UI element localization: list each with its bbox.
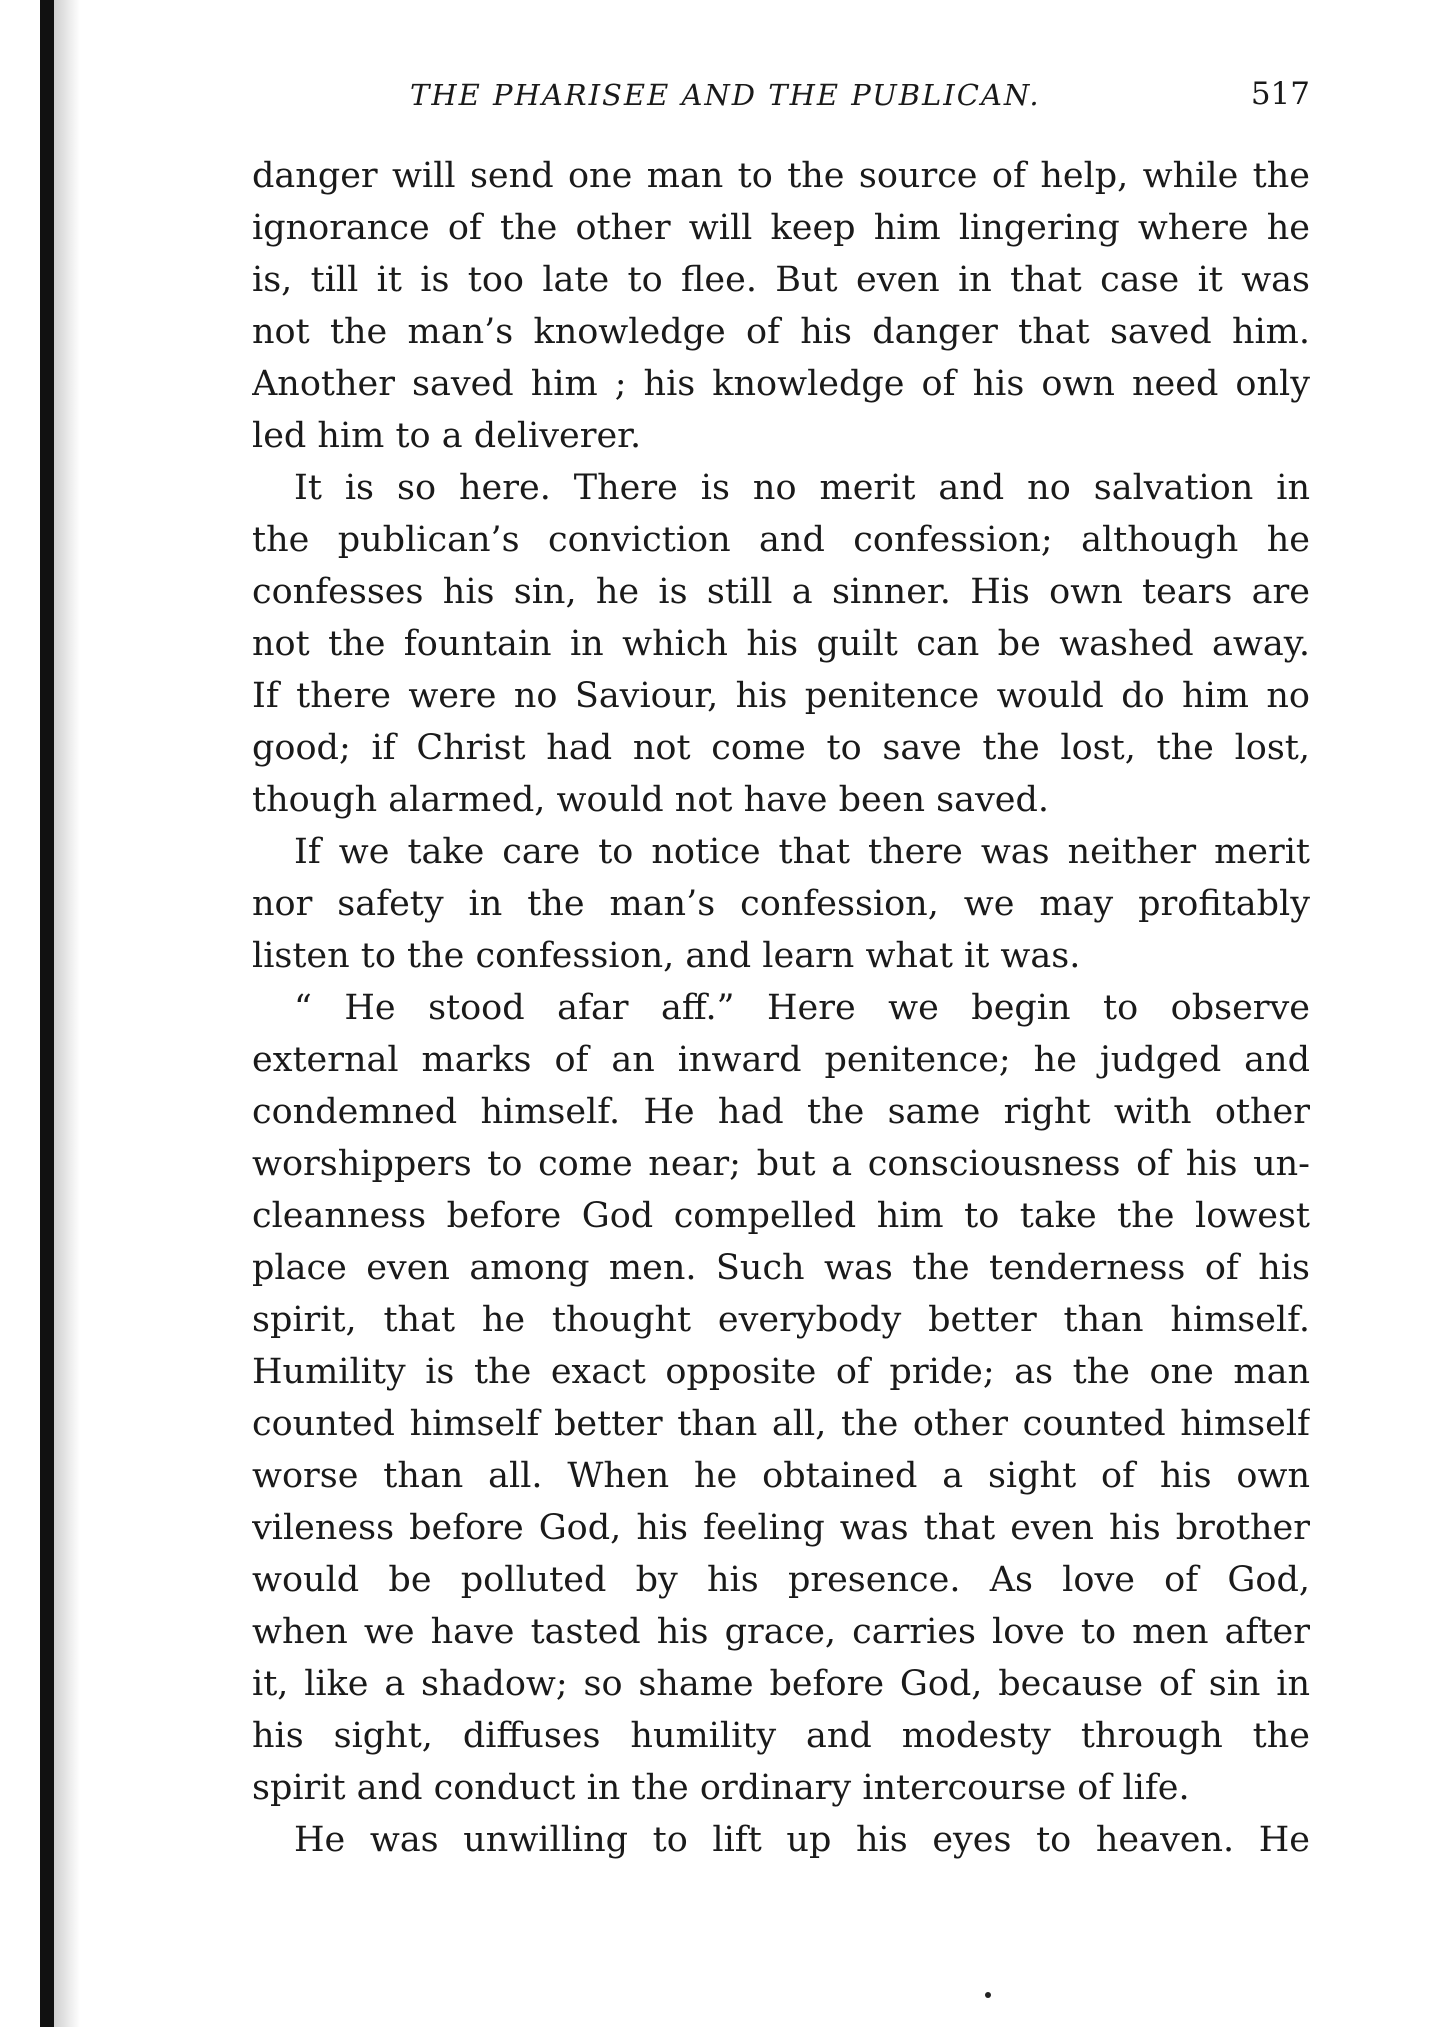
text-line: confesses his sin, he is still a sinner. His own tears are [252, 572, 1310, 612]
text-line: external marks of an inward penitence; he judged and [252, 1040, 1310, 1080]
text-line: the publican’s conviction and confession; although he [252, 520, 1310, 560]
page-header [250, 70, 1310, 130]
body-text [252, 150, 1310, 1910]
binding-edge [40, 0, 54, 2027]
text-line: spirit and conduct in the ordinary intercourse of life. [252, 1768, 1190, 1808]
text-line: He was unwilling to lift up his eyes to heaven. He [294, 1820, 1310, 1860]
text-line: though alarmed, would not have been saved. [252, 780, 1049, 820]
text-line: spirit, that he thought everybody better than himself. [252, 1300, 1310, 1340]
text-line: It is so here. There is no merit and no salvation in [294, 468, 1310, 508]
text-line: If there were no Saviour, his penitence would do him no [252, 676, 1310, 716]
text-line: vileness before God, his feeling was that even his brother [252, 1508, 1310, 1548]
text-line: If we take care to notice that there was neither merit [294, 832, 1310, 872]
text-line: worse than all. When he obtained a sight of his own [252, 1456, 1310, 1496]
text-line: listen to the confession, and learn what it was. [252, 936, 1081, 976]
text-line: worshippers to come near; but a consciousness of his un- [252, 1144, 1310, 1184]
paragraph [252, 826, 1310, 982]
paragraph [252, 462, 1310, 826]
text-line: Another saved him ; his knowledge of his own need only [252, 364, 1310, 404]
text-line: cleanness before God compelled him to take the lowest [252, 1196, 1310, 1236]
text-line: his sight, diffuses humility and modesty through the [252, 1716, 1310, 1756]
page-number: 517 [1250, 76, 1310, 112]
text-line: is, till it is too late to flee. But even in that case it was [252, 260, 1310, 300]
binding-shadow [54, 0, 80, 2027]
text-line: not the man’s knowledge of his danger that saved him. [252, 312, 1310, 352]
text-line: not the fountain in which his guilt can be washed away. [252, 624, 1310, 664]
print-speck [985, 1992, 991, 1998]
text-line: place even among men. Such was the tenderness of his [252, 1248, 1310, 1288]
text-line: nor safety in the man’s confession, we may profitably [252, 884, 1310, 924]
text-line: when we have tasted his grace, carries love to men after [252, 1612, 1310, 1652]
text-line: led him to a deliverer. [252, 416, 642, 456]
paragraph [252, 1814, 1310, 1866]
running-title: THE PHARISEE AND THE PUBLICAN. [410, 78, 1041, 112]
text-line: good; if Christ had not come to save the lost, the lost, [252, 728, 1310, 768]
text-line: it, like a shadow; so shame before God, because of sin in [252, 1664, 1310, 1704]
text-line: danger will send one man to the source of help, while the [252, 156, 1310, 196]
paragraph [252, 150, 1310, 462]
text-line: Humility is the exact opposite of pride; as the one man [252, 1352, 1310, 1392]
text-line: “ He stood afar aff.” Here we begin to observe [294, 988, 1310, 1028]
text-line: counted himself better than all, the other counted himself [252, 1404, 1310, 1444]
paragraph [252, 982, 1310, 1814]
text-line: ignorance of the other will keep him lingering where he [252, 208, 1310, 248]
text-line: condemned himself. He had the same right with other [252, 1092, 1310, 1132]
text-line: would be polluted by his presence. As love of God, [252, 1560, 1310, 1600]
